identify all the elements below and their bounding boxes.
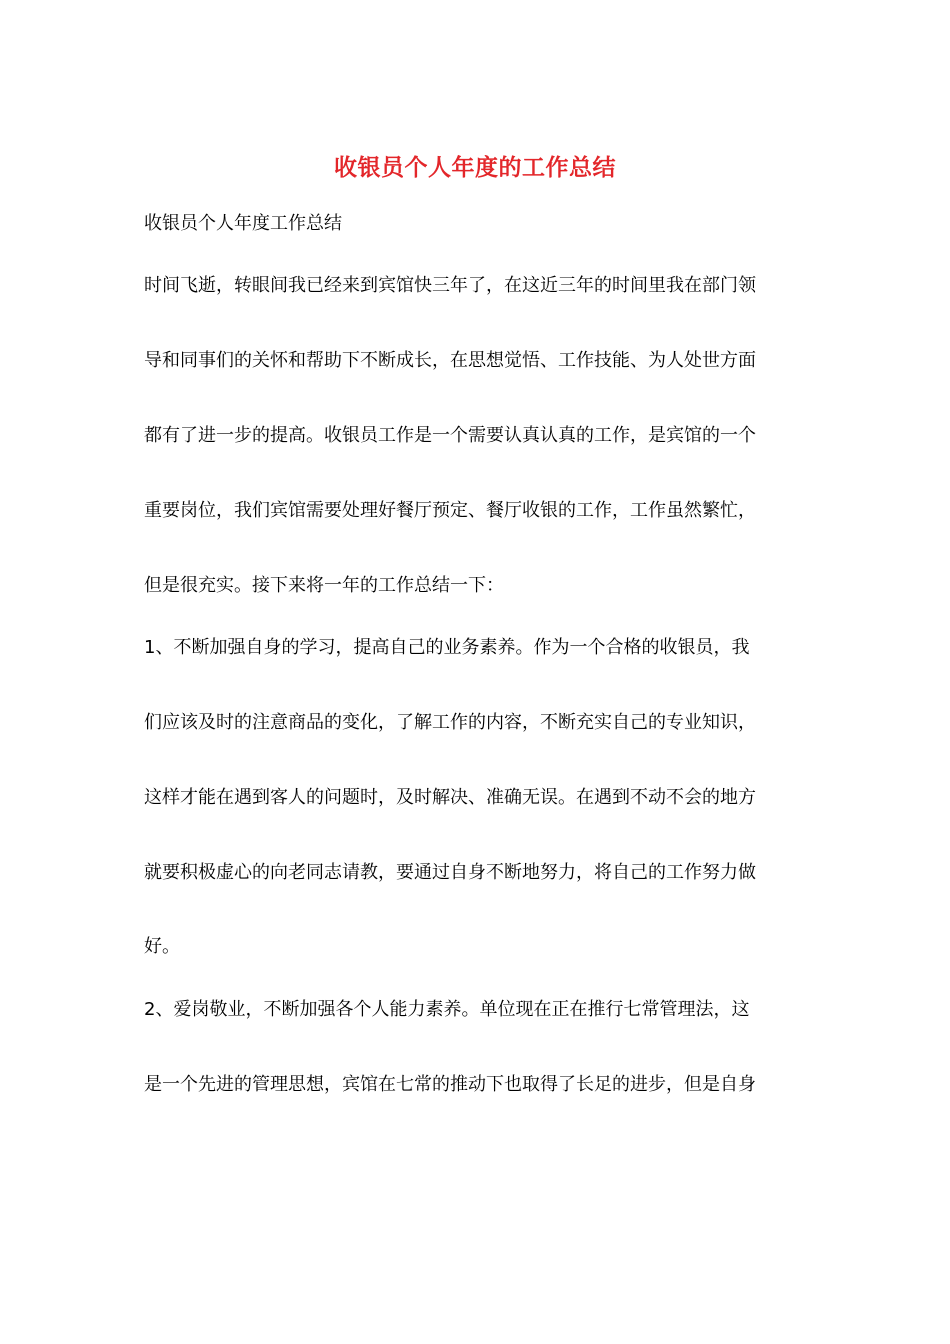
paragraph-line: 时间飞逝，转眼间我已经来到宾馆快三年了，在这近三年的时间里我在部门领 [144, 275, 756, 296]
paragraph-line: 重要岗位，我们宾馆需要处理好餐厅预定、餐厅收银的工作，工作虽然繁忙， [144, 500, 756, 521]
paragraph-line: 1、不断加强自身的学习，提高自己的业务素养。作为一个合格的收银员，我 [144, 637, 750, 658]
document-subtitle: 收银员个人年度工作总结 [144, 213, 342, 234]
paragraph-line: 好。 [144, 936, 180, 957]
paragraph-line: 这样才能在遇到客人的问题时，及时解决、准确无误。在遇到不动不会的地方 [144, 787, 756, 808]
paragraph-line: 导和同事们的关怀和帮助下不断成长，在思想觉悟、工作技能、为人处世方面 [144, 350, 756, 371]
paragraph-line: 2、爱岗敬业，不断加强各个人能力素养。单位现在正在推行七常管理法，这 [144, 999, 750, 1020]
paragraph-line: 是一个先进的管理思想，宾馆在七常的推动下也取得了长足的进步，但是自身 [144, 1074, 756, 1095]
paragraph-line: 们应该及时的注意商品的变化，了解工作的内容，不断充实自己的专业知识， [144, 712, 756, 733]
paragraph-line: 就要积极虚心的向老同志请教，要通过自身不断地努力，将自己的工作努力做 [144, 862, 756, 883]
paragraph-line: 但是很充实。接下来将一年的工作总结一下： [144, 575, 504, 596]
document-title: 收银员个人年度的工作总结 [334, 154, 616, 181]
paragraph-line: 都有了进一步的提高。收银员工作是一个需要认真认真的工作，是宾馆的一个 [144, 425, 756, 446]
